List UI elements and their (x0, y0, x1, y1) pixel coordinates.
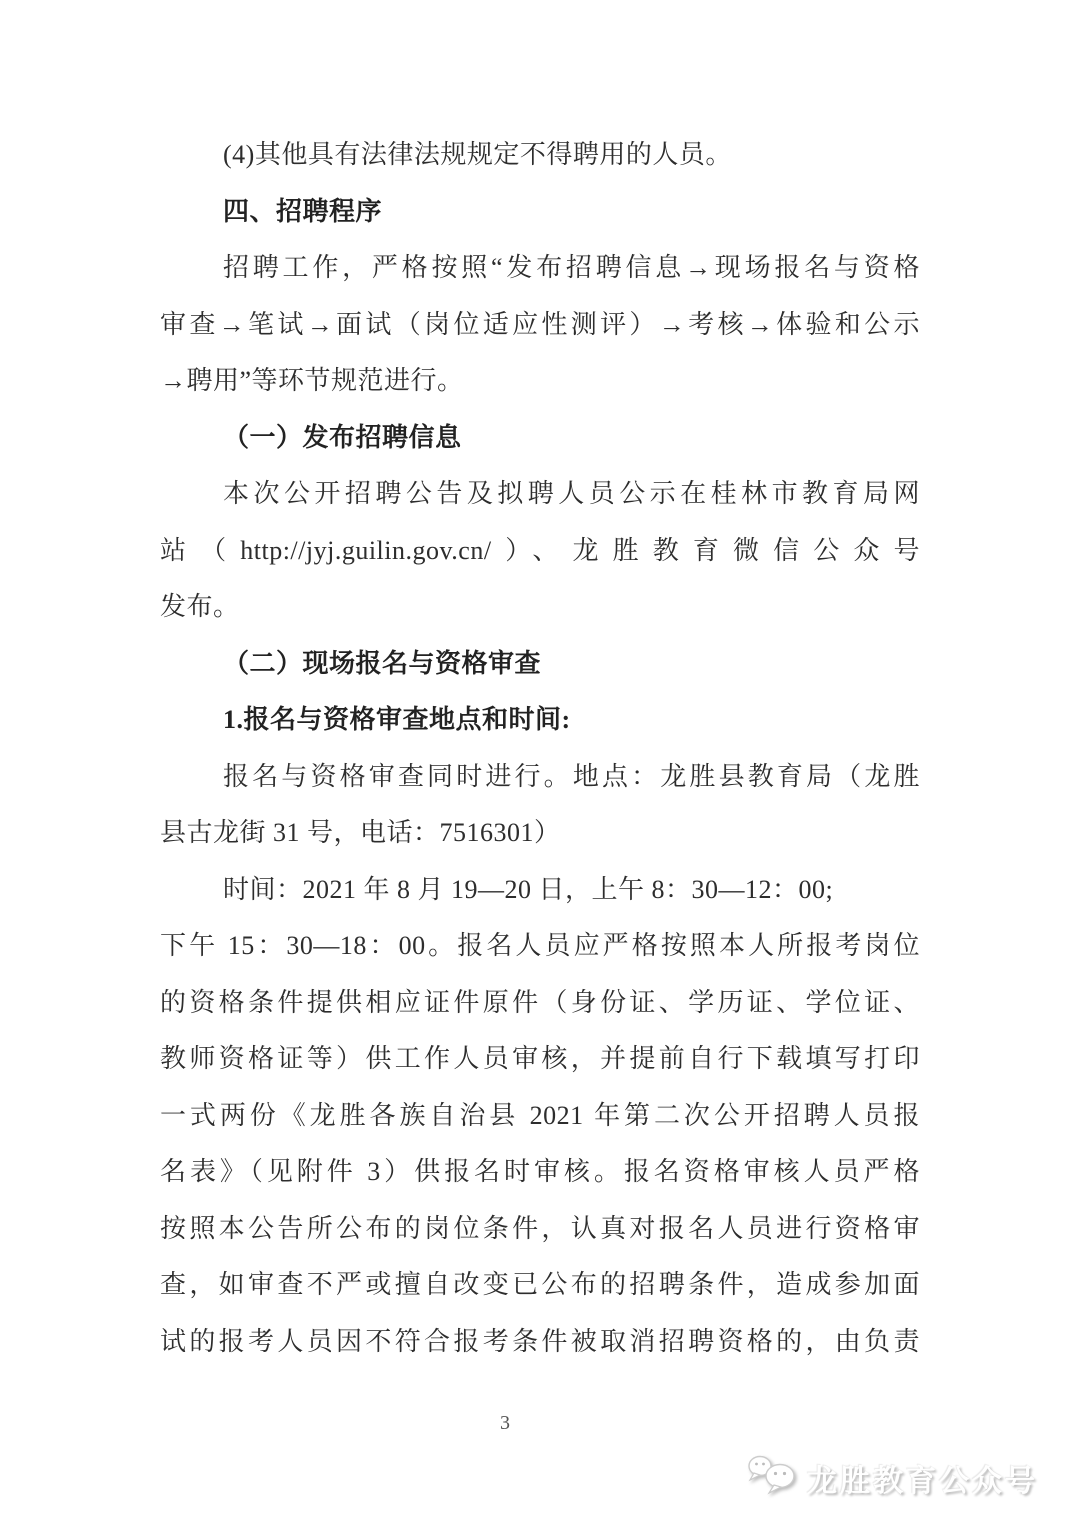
watermark (747, 1452, 1038, 1504)
heading-line: （二）现场报名与资格审查 (223, 648, 542, 678)
text-line: 站（http://jyj.guilin.gov.cn/）、龙胜教育微信公众号 (160, 535, 920, 565)
wechat-icon (747, 1452, 799, 1504)
watermark-label: 龙胜教育公众号 (807, 1465, 1038, 1498)
text-line: 下午 15：30—18：00。报名人员应严格按照本人所报考岗位 (160, 931, 920, 960)
text-line: 查，如审查不严或擅自改变已公布的招聘条件，造成参加面 (160, 1270, 920, 1299)
text-line: 教师资格证等）供工作人员审核，并提前自行下载填写打印 (160, 1044, 920, 1073)
text-line: 名表》（见附件 3）供报名时审核。报名资格审核人员严格 (160, 1157, 920, 1186)
text-line: →聘用”等环节规范进行。 (160, 366, 464, 395)
text-line: 时间：2021 年 8 月 19—20 日，上午 8：30—12：00; (223, 874, 834, 904)
text-line: 试的报考人员因不符合报考条件被取消招聘资格的，由负责 (160, 1326, 920, 1356)
text-line: 的资格条件提供相应证件原件（身份证、学历证、学位证、 (160, 987, 920, 1017)
text-line: (4)其他具有法律法规规定不得聘用的人员。 (223, 140, 732, 169)
text-line: 一式两份《龙胜各族自治县 2021 年第二次公开招聘人员报 (160, 1100, 920, 1130)
text-line: 审查→笔试→面试（岗位适应性测评）→考核→体验和公示 (160, 309, 920, 339)
page-number: 3 (500, 1412, 510, 1434)
heading-line: 1.报名与资格审查地点和时间: (223, 705, 571, 734)
text-line: 发布。 (160, 592, 240, 621)
text-line: 报名与资格审查同时进行。地点：龙胜县教育局（龙胜 (223, 761, 920, 791)
heading-line: （一）发布招聘信息 (223, 422, 462, 452)
heading-line: 四、招聘程序 (223, 196, 383, 226)
text-line: 按照本公告所公布的岗位条件，认真对报名人员进行资格审 (160, 1213, 920, 1243)
text-line: 招聘工作，严格按照“发布招聘信息→现场报名与资格 (223, 253, 920, 282)
text-line: 本次公开招聘公告及拟聘人员公示在桂林市教育局网 (223, 479, 920, 508)
document-body (160, 0, 920, 1370)
text-line: 县古龙街 31 号，电话：7516301） (160, 818, 561, 847)
